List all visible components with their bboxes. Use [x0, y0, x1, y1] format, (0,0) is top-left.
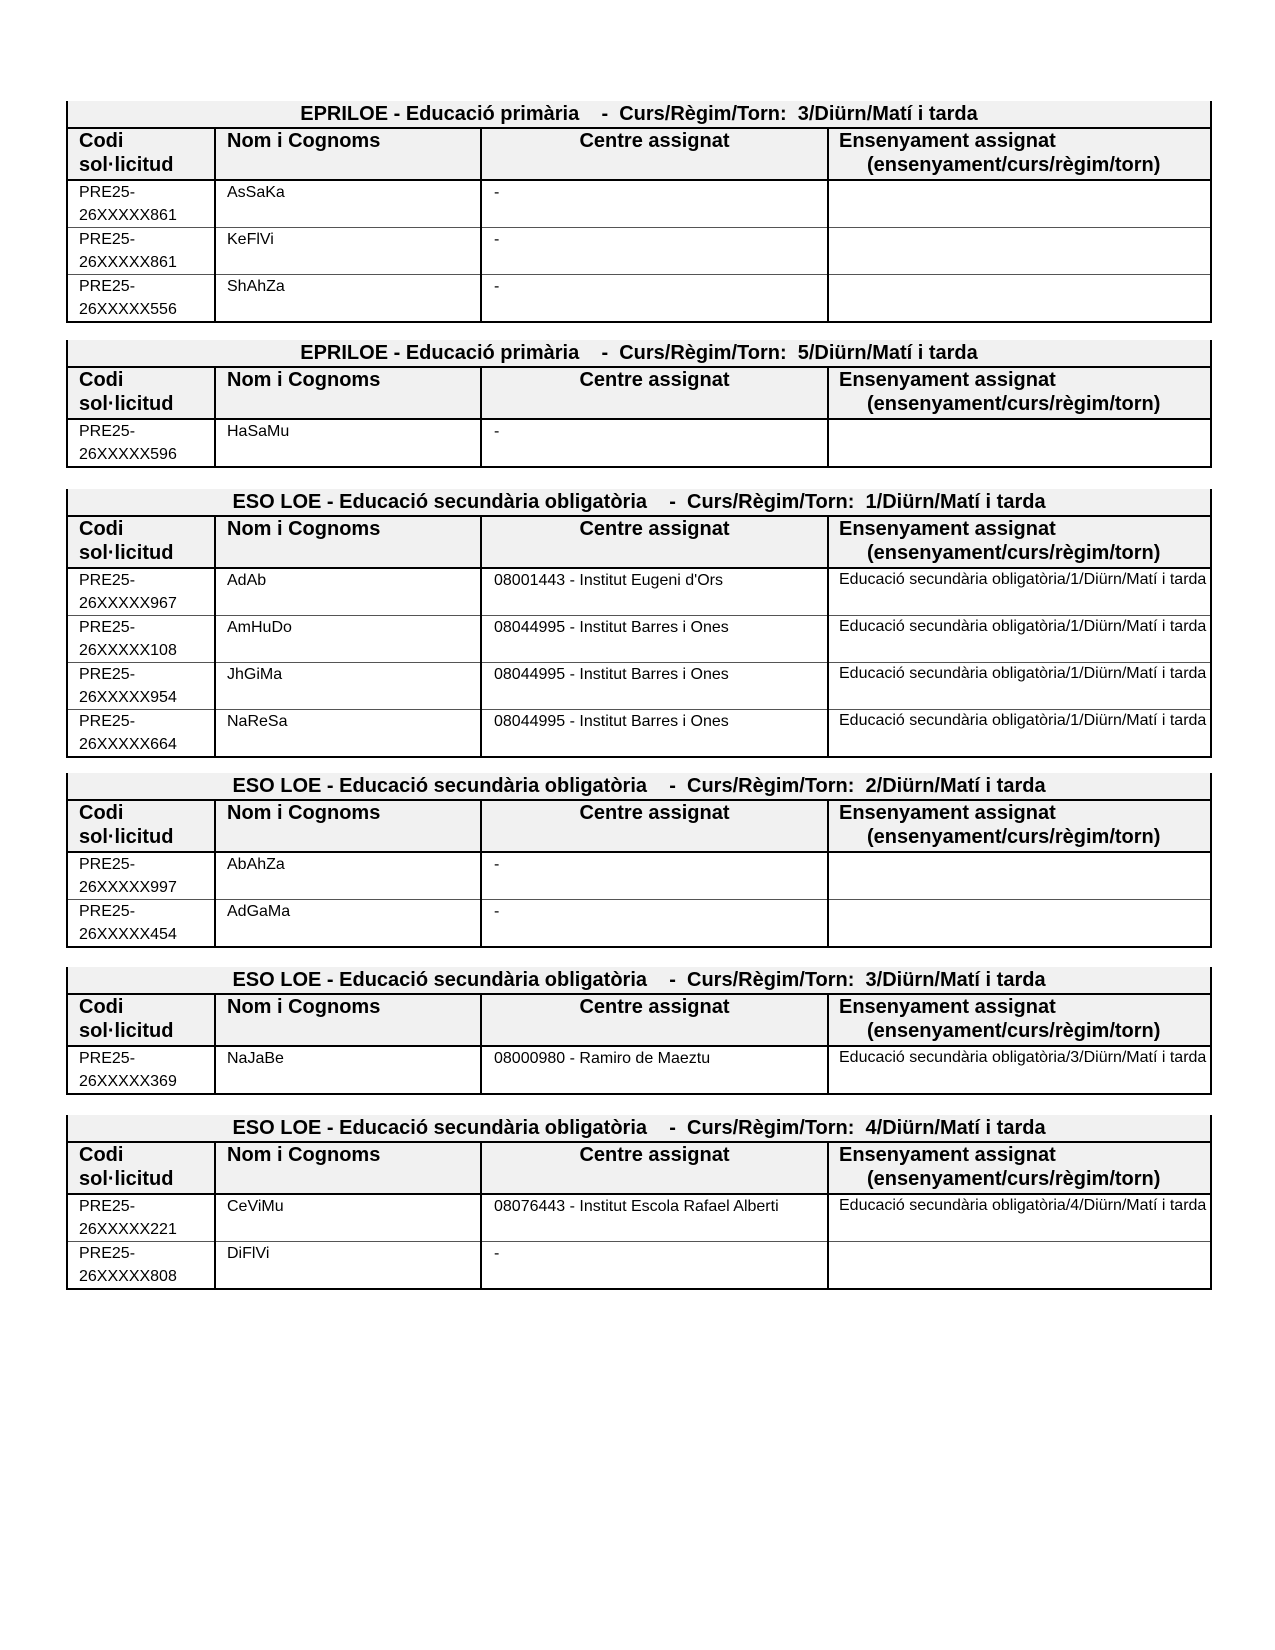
centre-cell: - [481, 180, 828, 228]
group-table [66, 773, 1212, 948]
header-nom: Nom i Cognoms [215, 1142, 481, 1194]
table-row [67, 900, 1211, 948]
group-table [66, 101, 1212, 323]
centre-cell: - [481, 900, 828, 948]
centre-cell: 08000980 - Ramiro de Maeztu [481, 1046, 828, 1094]
centre-cell: 08076443 - Institut Escola Rafael Alberti [481, 1194, 828, 1242]
ensenyament-cell: Educació secundària obligatòria/1/Diürn/Matí i tarda [828, 568, 1211, 616]
nom-cell: AsSaKa [215, 180, 481, 228]
header-ensenyament: Ensenyament assignat (ensenyament/curs/règim/torn) [828, 1142, 1211, 1194]
table-row [67, 180, 1211, 228]
header-codi: Codi sol·licitud [67, 800, 215, 852]
centre-cell: - [481, 275, 828, 323]
header-ensenyament: Ensenyament assignat (ensenyament/curs/règim/torn) [828, 994, 1211, 1046]
table-row [67, 663, 1211, 710]
nom-cell: JhGiMa [215, 663, 481, 710]
codi-cell: PRE25- 26XXXXX556 [67, 275, 215, 323]
centre-cell: - [481, 419, 828, 467]
header-ensenyament: Ensenyament assignat (ensenyament/curs/règim/torn) [828, 516, 1211, 568]
centre-cell: 08044995 - Institut Barres i Ones [481, 710, 828, 758]
table-row [67, 616, 1211, 663]
table-row [67, 1046, 1211, 1094]
ensenyament-cell: Educació secundària obligatòria/1/Diürn/Matí i tarda [828, 616, 1211, 663]
header-ensenyament: Ensenyament assignat (ensenyament/curs/règim/torn) [828, 367, 1211, 419]
header-codi: Codi sol·licitud [67, 367, 215, 419]
header-centre: Centre assignat [481, 128, 828, 180]
header-centre: Centre assignat [481, 516, 828, 568]
table-row [67, 419, 1211, 467]
codi-cell: PRE25- 26XXXXX967 [67, 568, 215, 616]
nom-cell: AbAhZa [215, 852, 481, 900]
group-title: ESO LOE - Educació secundària obligatòria - Curs/Règim/Torn: 1/Diürn/Matí i tarda [67, 489, 1211, 516]
table-row [67, 275, 1211, 323]
codi-cell: PRE25- 26XXXXX108 [67, 616, 215, 663]
group-table [66, 340, 1212, 468]
table-row [67, 1194, 1211, 1242]
codi-cell: PRE25- 26XXXXX808 [67, 1242, 215, 1290]
ensenyament-cell [828, 1242, 1211, 1290]
nom-cell: DiFlVi [215, 1242, 481, 1290]
ensenyament-cell [828, 900, 1211, 948]
codi-cell: PRE25- 26XXXXX997 [67, 852, 215, 900]
group-table [66, 489, 1212, 758]
nom-cell: NaJaBe [215, 1046, 481, 1094]
ensenyament-cell [828, 852, 1211, 900]
header-codi: Codi sol·licitud [67, 994, 215, 1046]
group-title: EPRILOE - Educació primària - Curs/Règim/Torn: 3/Diürn/Matí i tarda [67, 101, 1211, 128]
ensenyament-cell [828, 228, 1211, 275]
nom-cell: AdGaMa [215, 900, 481, 948]
header-centre: Centre assignat [481, 800, 828, 852]
codi-cell: PRE25- 26XXXXX454 [67, 900, 215, 948]
codi-cell: PRE25- 26XXXXX221 [67, 1194, 215, 1242]
nom-cell: NaReSa [215, 710, 481, 758]
centre-cell: 08044995 - Institut Barres i Ones [481, 663, 828, 710]
ensenyament-cell: Educació secundària obligatòria/1/Diürn/Matí i tarda [828, 663, 1211, 710]
nom-cell: AmHuDo [215, 616, 481, 663]
codi-cell: PRE25- 26XXXXX954 [67, 663, 215, 710]
centre-cell: 08001443 - Institut Eugeni d'Ors [481, 568, 828, 616]
group-table [66, 967, 1212, 1095]
nom-cell: AdAb [215, 568, 481, 616]
ensenyament-cell: Educació secundària obligatòria/1/Diürn/Matí i tarda [828, 710, 1211, 758]
table-row [67, 568, 1211, 616]
centre-cell: - [481, 852, 828, 900]
header-centre: Centre assignat [481, 994, 828, 1046]
centre-cell: - [481, 1242, 828, 1290]
group-title: EPRILOE - Educació primària - Curs/Règim/Torn: 5/Diürn/Matí i tarda [67, 340, 1211, 367]
group-table [66, 1115, 1212, 1290]
nom-cell: ShAhZa [215, 275, 481, 323]
centre-cell: - [481, 228, 828, 275]
codi-cell: PRE25- 26XXXXX596 [67, 419, 215, 467]
codi-cell: PRE25- 26XXXXX664 [67, 710, 215, 758]
header-nom: Nom i Cognoms [215, 994, 481, 1046]
centre-cell: 08044995 - Institut Barres i Ones [481, 616, 828, 663]
ensenyament-cell [828, 419, 1211, 467]
header-codi: Codi sol·licitud [67, 516, 215, 568]
ensenyament-cell: Educació secundària obligatòria/4/Diürn/Matí i tarda [828, 1194, 1211, 1242]
nom-cell: HaSaMu [215, 419, 481, 467]
table-row [67, 228, 1211, 275]
header-nom: Nom i Cognoms [215, 367, 481, 419]
ensenyament-cell [828, 180, 1211, 228]
table-row [67, 852, 1211, 900]
nom-cell: CeViMu [215, 1194, 481, 1242]
header-ensenyament: Ensenyament assignat (ensenyament/curs/règim/torn) [828, 800, 1211, 852]
header-codi: Codi sol·licitud [67, 128, 215, 180]
codi-cell: PRE25- 26XXXXX369 [67, 1046, 215, 1094]
codi-cell: PRE25- 26XXXXX861 [67, 228, 215, 275]
group-title: ESO LOE - Educació secundària obligatòria - Curs/Règim/Torn: 4/Diürn/Matí i tarda [67, 1115, 1211, 1142]
header-centre: Centre assignat [481, 1142, 828, 1194]
group-title: ESO LOE - Educació secundària obligatòria - Curs/Règim/Torn: 2/Diürn/Matí i tarda [67, 773, 1211, 800]
table-row [67, 710, 1211, 758]
table-row [67, 1242, 1211, 1290]
header-codi: Codi sol·licitud [67, 1142, 215, 1194]
nom-cell: KeFlVi [215, 228, 481, 275]
ensenyament-cell [828, 275, 1211, 323]
header-nom: Nom i Cognoms [215, 800, 481, 852]
codi-cell: PRE25- 26XXXXX861 [67, 180, 215, 228]
group-title: ESO LOE - Educació secundària obligatòria - Curs/Règim/Torn: 3/Diürn/Matí i tarda [67, 967, 1211, 994]
header-centre: Centre assignat [481, 367, 828, 419]
header-nom: Nom i Cognoms [215, 516, 481, 568]
ensenyament-cell: Educació secundària obligatòria/3/Diürn/Matí i tarda [828, 1046, 1211, 1094]
header-nom: Nom i Cognoms [215, 128, 481, 180]
header-ensenyament: Ensenyament assignat (ensenyament/curs/règim/torn) [828, 128, 1211, 180]
